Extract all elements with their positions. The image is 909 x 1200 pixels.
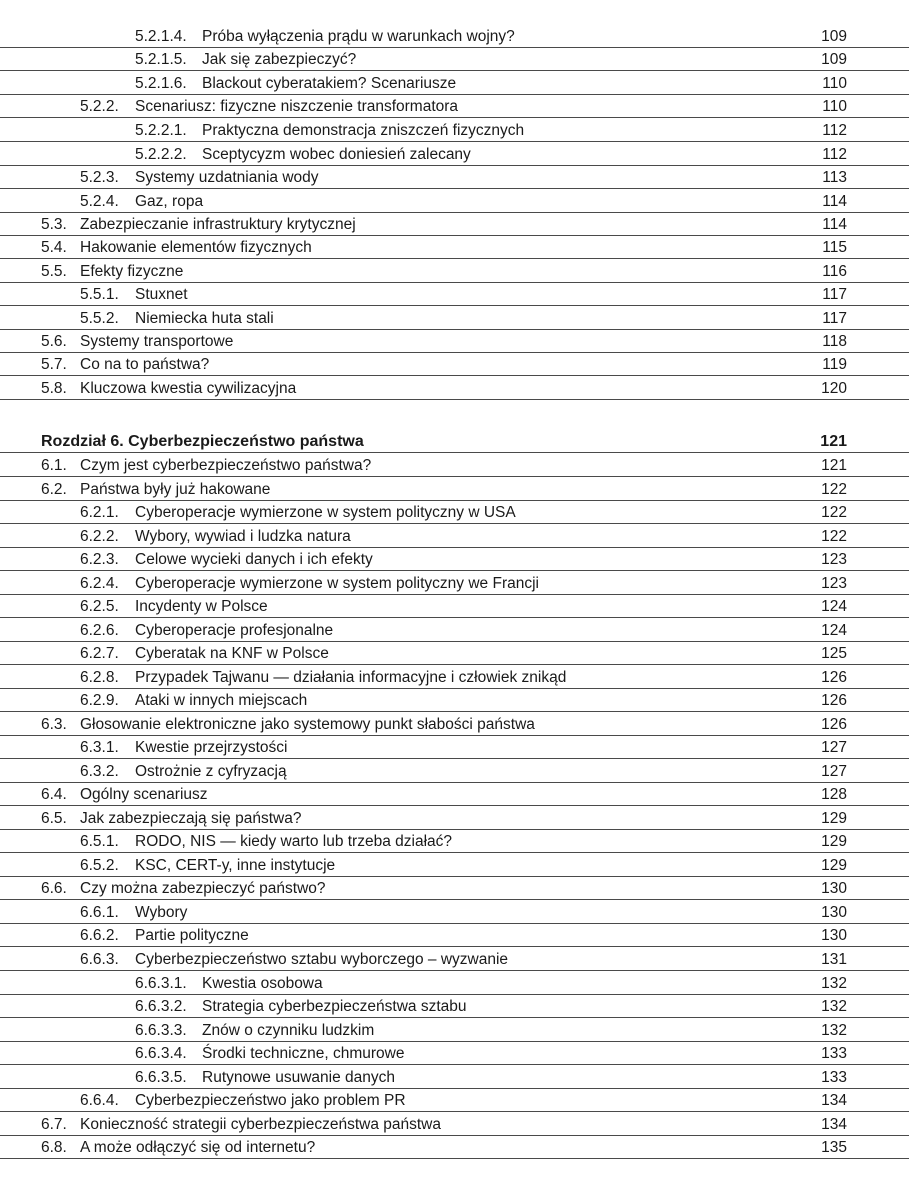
- toc-entry-page-number: 118: [822, 333, 847, 350]
- toc-entry-title: Praktyczna demonstracja zniszczeń fizycznych: [202, 122, 525, 139]
- toc-entry-page-number: 129: [821, 833, 847, 850]
- toc-entry: [0, 619, 909, 642]
- toc-entry: [0, 783, 909, 806]
- toc-entry-title: Cyberoperacje wymierzone w system polityczny we Francji: [135, 575, 539, 592]
- toc-entry: [0, 260, 909, 283]
- toc-entry: [0, 713, 909, 736]
- toc-entry-title: Partie polityczne: [135, 927, 249, 944]
- toc-entry-number: 5.2.1.4.: [135, 28, 187, 45]
- toc-entry-title: Jak zabezpieczają się państwa?: [80, 810, 302, 827]
- toc-entry-title: Jak się zabezpieczyć?: [202, 51, 357, 68]
- toc-entry-page-number: 127: [821, 763, 847, 780]
- toc-entry-number: 6.6.4.: [80, 1092, 119, 1109]
- toc-entry-number: 5.2.4.: [80, 193, 119, 210]
- toc-entry: [0, 478, 909, 501]
- toc-entry-number: 5.4.: [41, 239, 67, 256]
- toc-entry-number: 6.5.2.: [80, 857, 119, 874]
- toc-entry-number: 6.2.3.: [80, 551, 119, 568]
- toc-entry-number: 5.3.: [41, 216, 67, 233]
- toc-entry: [0, 807, 909, 830]
- toc-entry-title: Systemy transportowe: [80, 333, 234, 350]
- toc-entry: [0, 1113, 909, 1136]
- toc-entry-title: Efekty fizyczne: [80, 263, 184, 280]
- toc-entry-number: 6.2.5.: [80, 598, 119, 615]
- toc-entry: [0, 854, 909, 877]
- toc-entry-page-number: 131: [821, 951, 847, 968]
- toc-entry: [0, 72, 909, 95]
- toc-entry-title: Zabezpieczanie infrastruktury krytycznej: [80, 216, 356, 233]
- toc-entry-title: Cyberbezpieczeństwo jako problem PR: [135, 1092, 406, 1109]
- toc-entry-number: 6.2.8.: [80, 669, 119, 686]
- toc-entry-page-number: 109: [821, 28, 847, 45]
- toc-entry-title: Blackout cyberatakiem? Scenariusze: [202, 75, 457, 92]
- toc-chapter-heading: [0, 430, 909, 453]
- toc-entry: [0, 48, 909, 71]
- toc-entry-title: Ataki w innych miejscach: [135, 692, 308, 709]
- toc-entry: [0, 948, 909, 971]
- toc-entry: [0, 353, 909, 376]
- toc-entry-page-number: 134: [821, 1092, 847, 1109]
- toc-entry-number: 6.3.2.: [80, 763, 119, 780]
- toc-entry-page-number: 129: [821, 810, 847, 827]
- toc-entry-page-number: 132: [821, 998, 847, 1015]
- toc-entry-title: Znów o czynniku ludzkim: [202, 1022, 375, 1039]
- toc-entry-number: 6.8.: [41, 1139, 67, 1156]
- toc-entry-page-number: 122: [821, 504, 847, 521]
- toc-entry-number: 6.2.2.: [80, 528, 119, 545]
- toc-entry-number: 6.3.1.: [80, 739, 119, 756]
- toc-entry-page-number: 133: [821, 1069, 847, 1086]
- toc-entry-page-number: 117: [822, 286, 847, 303]
- toc-entry-number: 6.2.: [41, 481, 67, 498]
- toc-entry-title: Niemiecka huta stali: [135, 310, 274, 327]
- toc-entry: [0, 454, 909, 477]
- toc-entry-number: 6.6.3.1.: [135, 975, 187, 992]
- toc-entry-title: Cyberatak na KNF w Polsce: [135, 645, 329, 662]
- toc-entry-number: 6.6.3.3.: [135, 1022, 187, 1039]
- toc-entry-page-number: 114: [822, 216, 847, 233]
- toc-entry-number: 5.2.1.5.: [135, 51, 187, 68]
- toc-entry-page-number: 134: [821, 1116, 847, 1133]
- toc-entry: [0, 213, 909, 236]
- toc-entry-number: 5.5.1.: [80, 286, 119, 303]
- toc-entry: [0, 595, 909, 618]
- toc-entry-page-number: 115: [822, 239, 847, 256]
- toc-entry: [0, 95, 909, 118]
- toc-entry-page-number: 116: [822, 263, 847, 280]
- toc-entry: [0, 330, 909, 353]
- toc-entry: [0, 924, 909, 947]
- toc-entry-page-number: 126: [821, 669, 847, 686]
- toc-entry-page-number: 132: [821, 975, 847, 992]
- toc-entry-title: A może odłączyć się od internetu?: [80, 1139, 316, 1156]
- toc-entry-title: Próba wyłączenia prądu w warunkach wojny?: [202, 28, 515, 45]
- toc-entry: [0, 501, 909, 524]
- toc-entry-number: 6.2.9.: [80, 692, 119, 709]
- toc-entry-number: 5.6.: [41, 333, 67, 350]
- toc-entry-page-number: 112: [822, 146, 847, 163]
- toc-entry-page-number: 122: [821, 528, 847, 545]
- toc-entry: [0, 1089, 909, 1112]
- toc-entry: [0, 119, 909, 142]
- toc-entry-title: Środki techniczne, chmurowe: [202, 1045, 405, 1062]
- toc-entry: [0, 666, 909, 689]
- toc-entry: [0, 1042, 909, 1065]
- toc-entry-number: 6.6.1.: [80, 904, 119, 921]
- toc-entry-page-number: 110: [822, 98, 847, 115]
- toc-entry-page-number: 119: [822, 356, 847, 373]
- toc-entry-page-number: 110: [822, 75, 847, 92]
- toc-entry: [0, 877, 909, 900]
- toc-entry-title: Państwa były już hakowane: [80, 481, 271, 498]
- toc-entry-title: Wybory: [135, 904, 188, 921]
- toc-entry-title: Kluczowa kwestia cywilizacyjna: [80, 380, 297, 397]
- toc-entry-page-number: 132: [821, 1022, 847, 1039]
- toc-entry-title: Celowe wycieki danych i ich efekty: [135, 551, 373, 568]
- toc-entry-title: Gaz, ropa: [135, 193, 204, 210]
- toc-entry: [0, 572, 909, 595]
- toc-entry: [0, 995, 909, 1018]
- toc-entry-title: Czy można zabezpieczyć państwo?: [80, 880, 326, 897]
- toc-entry: [0, 143, 909, 166]
- toc-entry-number: 6.2.6.: [80, 622, 119, 639]
- toc-entry-title: Cyberbezpieczeństwo sztabu wyborczego – wyzwanie: [135, 951, 509, 968]
- toc-entry: [0, 689, 909, 712]
- toc-entry-title: Głosowanie elektroniczne jako systemowy punkt słabości państwa: [80, 716, 535, 733]
- toc-entry-title: Incydenty w Polsce: [135, 598, 268, 615]
- toc-entry-page-number: 124: [821, 598, 847, 615]
- toc-entry-title: Kwestia osobowa: [202, 975, 323, 992]
- toc-entry: [0, 166, 909, 189]
- toc-entry-number: 5.2.2.1.: [135, 122, 187, 139]
- toc-entry-number: 5.2.1.6.: [135, 75, 187, 92]
- toc-entry-page-number: 121: [821, 457, 847, 474]
- toc-entry-title: Ogólny scenariusz: [80, 786, 208, 803]
- toc-entry: [0, 1066, 909, 1089]
- toc-entry-number: 6.1.: [41, 457, 67, 474]
- toc-entry-page-number: 128: [821, 786, 847, 803]
- toc-entry-title: Rozdział 6. Cyberbezpieczeństwo państwa: [41, 433, 364, 450]
- toc-entry-number: 6.7.: [41, 1116, 67, 1133]
- toc-entry: [0, 736, 909, 759]
- toc-entry-number: 5.2.3.: [80, 169, 119, 186]
- toc-entry-number: 6.6.3.4.: [135, 1045, 187, 1062]
- toc-entry-title: Stuxnet: [135, 286, 188, 303]
- toc-entry-page-number: 121: [820, 433, 847, 450]
- toc-entry-page-number: 117: [822, 310, 847, 327]
- toc-entry-number: 5.7.: [41, 356, 67, 373]
- toc-entry-title: Hakowanie elementów fizycznych: [80, 239, 312, 256]
- toc-entry-number: 5.2.2.2.: [135, 146, 187, 163]
- toc-entry: [0, 283, 909, 306]
- toc-entry: [0, 1019, 909, 1042]
- toc-entry-number: 5.8.: [41, 380, 67, 397]
- toc-entry-page-number: 122: [821, 481, 847, 498]
- toc-entry: [0, 548, 909, 571]
- toc-entry-number: 5.5.: [41, 263, 67, 280]
- toc-entry-page-number: 109: [821, 51, 847, 68]
- toc-entry-number: 5.2.2.: [80, 98, 119, 115]
- toc-entry-title: Cyberoperacje profesjonalne: [135, 622, 334, 639]
- toc-entry-title: KSC, CERT-y, inne instytucje: [135, 857, 336, 874]
- toc-entry-page-number: 120: [821, 380, 847, 397]
- toc-entry-title: Sceptycyzm wobec doniesień zalecany: [202, 146, 471, 163]
- toc-entry-title: Wybory, wywiad i ludzka natura: [135, 528, 351, 545]
- toc-entry-page-number: 130: [821, 904, 847, 921]
- toc-entry-page-number: 123: [821, 575, 847, 592]
- toc-entry-page-number: 133: [821, 1045, 847, 1062]
- toc-entry-page-number: 123: [821, 551, 847, 568]
- toc-entry-page-number: 112: [822, 122, 847, 139]
- toc-entry: [0, 190, 909, 213]
- toc-entry: [0, 236, 909, 259]
- toc-entry-number: 6.5.1.: [80, 833, 119, 850]
- toc-entry: [0, 377, 909, 400]
- toc-entry-page-number: 126: [821, 692, 847, 709]
- toc-entry-page-number: 126: [821, 716, 847, 733]
- toc-entry: [0, 642, 909, 665]
- toc-entry-page-number: 125: [821, 645, 847, 662]
- toc-entry-title: Cyberoperacje wymierzone w system polityczny w USA: [135, 504, 516, 521]
- toc-entry-number: 6.3.: [41, 716, 67, 733]
- toc-entry-title: Co na to państwa?: [80, 356, 210, 373]
- toc-entry-number: 6.6.3.: [80, 951, 119, 968]
- toc-entry-page-number: 114: [822, 193, 847, 210]
- toc-entry-number: 6.4.: [41, 786, 67, 803]
- toc-entry-number: 5.5.2.: [80, 310, 119, 327]
- toc-entry-title: Strategia cyberbezpieczeństwa sztabu: [202, 998, 467, 1015]
- toc-entry-title: Czym jest cyberbezpieczeństwo państwa?: [80, 457, 372, 474]
- toc-entry-title: Systemy uzdatniania wody: [135, 169, 319, 186]
- toc-entry: [0, 972, 909, 995]
- toc-entry-number: 6.6.3.2.: [135, 998, 187, 1015]
- toc-entry: [0, 1136, 909, 1159]
- toc-entry: [0, 307, 909, 330]
- toc-entry-number: 6.6.: [41, 880, 67, 897]
- toc-entry-title: Scenariusz: fizyczne niszczenie transformatora: [135, 98, 459, 115]
- toc-entry: [0, 760, 909, 783]
- toc-entry: [0, 901, 909, 924]
- toc-entry-number: 6.5.: [41, 810, 67, 827]
- toc-entry-page-number: 113: [822, 169, 847, 186]
- toc-entry-page-number: 130: [821, 880, 847, 897]
- toc-entry-title: Przypadek Tajwanu — działania informacyjne i człowiek znikąd: [135, 669, 567, 686]
- toc-entry-page-number: 127: [821, 739, 847, 756]
- toc-entry-page-number: 130: [821, 927, 847, 944]
- toc-entry-number: 6.2.4.: [80, 575, 119, 592]
- toc-entry-number: 6.6.3.5.: [135, 1069, 187, 1086]
- toc-entry-number: 6.2.7.: [80, 645, 119, 662]
- toc-entry-page-number: 135: [821, 1139, 847, 1156]
- toc-entry-title: Ostrożnie z cyfryzacją: [135, 763, 287, 780]
- toc-entry-page-number: 124: [821, 622, 847, 639]
- toc-entry: [0, 525, 909, 548]
- toc-entry-title: Rutynowe usuwanie danych: [202, 1069, 396, 1086]
- toc-entry-title: Kwestie przejrzystości: [135, 739, 288, 756]
- toc-entry-page-number: 129: [821, 857, 847, 874]
- toc-entry-title: RODO, NIS — kiedy warto lub trzeba działać?: [135, 833, 453, 850]
- toc-entry-number: 6.2.1.: [80, 504, 119, 521]
- toc-entry-number: 6.6.2.: [80, 927, 119, 944]
- toc-entry-title: Konieczność strategii cyberbezpieczeństwa państwa: [80, 1116, 441, 1133]
- toc-entry: [0, 25, 909, 48]
- toc-entry: [0, 830, 909, 853]
